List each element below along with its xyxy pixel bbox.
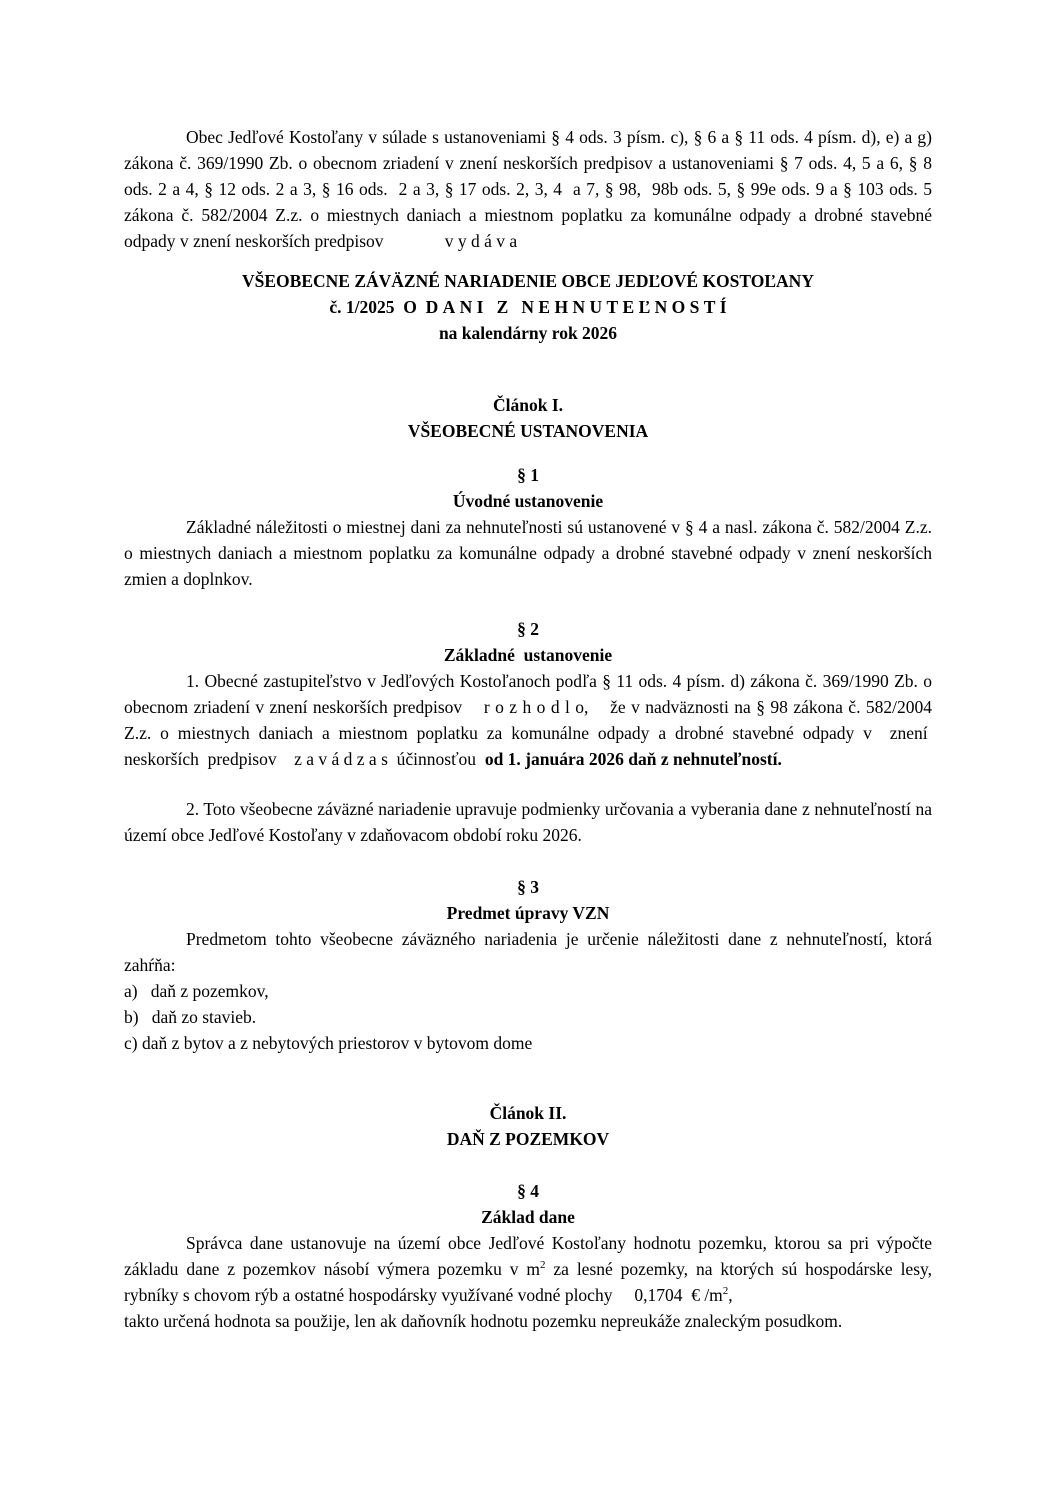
article-2-heading	[124, 1100, 932, 1152]
section-2-paragraph-1-text: 1. Obecné zastupiteľstvo v Jedľových Kostoľanoch podľa § 11 ods. 4 písm. d) zákona č. 369/1990 Zb. o obecnom zriadení v znení neskorších predpisov r o z h o d l o, že v nadväznosti na § 98 zákona č. 582/2004 Z.z. o miestnych daniach a miestnom poplatku za komunálne odpady a drobné stavebné odpady v znení neskorších predpisov z a v á d z a s účinnosťou	[124, 671, 932, 769]
title-line-2: č. 1/2025 O D A N I Z N E H N U T E Ľ N O S T Í	[329, 297, 727, 317]
section-4-paragraph-continuation: takto určená hodnota sa použije, len ak daňovník hodnotu pozemku nepreukáže znaleckým posudkom.	[124, 1311, 843, 1331]
section-4-paragraph	[124, 1230, 932, 1308]
section-3-text: Predmetom tohto všeobecne záväzného nariadenia je určenie náležitosti dane z nehnuteľností, ktorá zahŕňa:	[124, 929, 932, 975]
section-4-heading	[124, 1178, 932, 1230]
section-4-text-part-2: za lesné pozemky, na ktorých sú hospodárske lesy, rybníky s chovom rýb a ostatné hospodársky využívané vodné plochy 0,1704 € /m	[124, 1259, 932, 1305]
section-2-title: Základné ustanovenie	[443, 645, 613, 665]
section-4-text-part-1: Správca dane ustanovuje na území obce Jedľové Kostoľany hodnotu pozemku, ktorou sa pri výpočte základu dane z pozemkov násobí výmera pozemku v m	[124, 1233, 932, 1279]
document-title	[124, 268, 932, 346]
section-3-title: Predmet úpravy VZN	[446, 903, 610, 923]
article-1-title: VŠEOBECNÉ USTANOVENIA	[407, 421, 649, 441]
list-item: b) daň zo stavieb.	[124, 1007, 257, 1027]
section-2-paragraph-1	[124, 668, 932, 772]
article-1-number: Článok I.	[492, 395, 564, 415]
section-2-paragraph-2: 2. Toto všeobecne záväzné nariadenie upravuje podmienky určovania a vyberania dane z nehnuteľností na území obce Jedľové Kostoľany v zdaňovacom období roku 2026.	[124, 799, 932, 845]
section-1-number: § 1	[517, 465, 539, 485]
section-2-number: § 2	[517, 619, 539, 639]
square-meter-exponent: 2	[722, 1285, 729, 1298]
article-2-number: Článok II.	[489, 1103, 567, 1123]
section-2-paragraph-1-bold: od 1. januára 2026 daň z nehnuteľností.	[484, 749, 782, 769]
section-2-heading	[124, 616, 932, 668]
section-1-heading	[124, 462, 932, 514]
intro-paragraph: Obec Jedľové Kostoľany v súlade s ustanoveniami § 4 ods. 3 písm. c), § 6 a § 11 ods. 4 písm. d), e) a g) zákona č. 369/1990 Zb. o obecnom zriadení v znení neskorších predpisov a ustanoveniami § 7 ods. 4, 5 a 6, § 8 ods. 2 a 4, § 12 ods. 2 a 3, § 16 ods. 2 a 3, § 17 ods. 2, 3, 4 a 7, § 98, 98b ods. 5, § 99e ods. 9 a § 103 ods. 5 zákona č. 582/2004 Z.z. o miestnych daniach a miestnom poplatku za komunálne odpady a drobné stavebné odpady v znení neskorších predpisov v y d á v a	[124, 127, 932, 251]
title-line-1: VŠEOBECNE ZÁVÄZNÉ NARIADENIE OBCE JEDĽOVÉ KOSTOĽANY	[242, 271, 814, 291]
list-item: c) daň z bytov a z nebytových priestorov v bytovom dome	[124, 1033, 533, 1053]
article-1-heading	[124, 392, 932, 444]
section-3-heading	[124, 874, 932, 926]
section-1-title: Úvodné ustanovenie	[452, 491, 604, 511]
list-item: a) daň z pozemkov,	[124, 981, 269, 1001]
section-4-number: § 4	[517, 1181, 539, 1201]
section-4-title: Základ dane	[481, 1207, 575, 1227]
article-2-title: DAŇ Z POZEMKOV	[446, 1129, 610, 1149]
section-1-text: Základné náležitosti o miestnej dani za nehnuteľnosti sú ustanovené v § 4 a nasl. zákona č. 582/2004 Z.z. o miestnych daniach a miestnom poplatku za komunálne odpady a drobné stavebné odpady v znení neskorších zmien a doplnkov.	[124, 517, 932, 589]
title-line-3: na kalendárny rok 2026	[438, 323, 618, 343]
section-4-text-part-3: ,	[728, 1285, 733, 1305]
square-meter-exponent: 2	[539, 1259, 546, 1272]
section-3-number: § 3	[517, 877, 539, 897]
